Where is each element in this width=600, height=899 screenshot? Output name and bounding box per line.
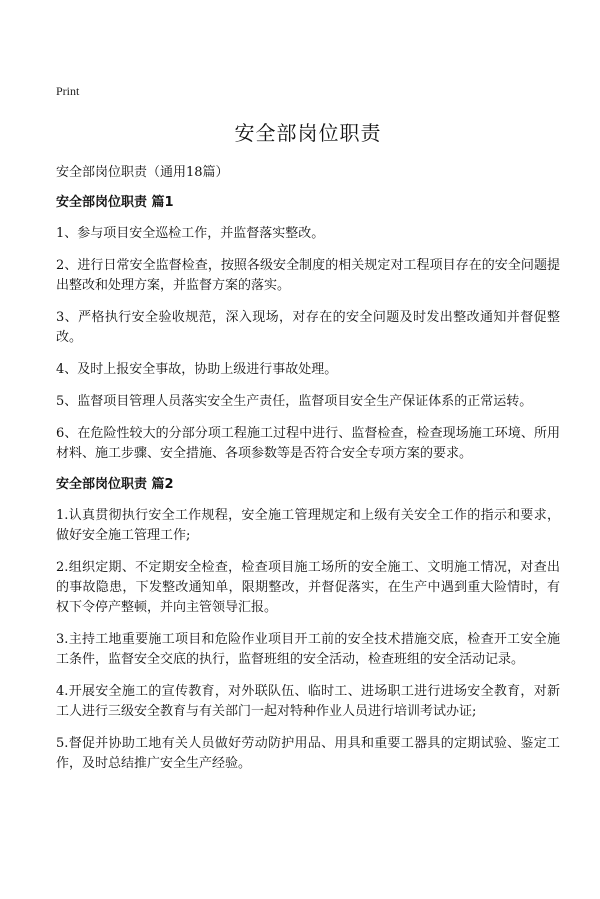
paragraph: 2.组织定期、不定期安全检查，检查项目施工场所的安全施工、文明施工情况，对查出的事故隐患，下发整改通知单，限期整改，并督促落实，在生产中遇到重大险情时，有权下令停产整顿，并向主管领导汇报。 xyxy=(56,560,560,615)
document-subtitle: 安全部岗位职责（通用18篇） xyxy=(56,165,229,180)
section-heading: 安全部岗位职责 篇1 xyxy=(56,195,174,210)
paragraph: 4、及时上报安全事故，协助上级进行事故处理。 xyxy=(56,362,338,377)
paragraph: 1、参与项目安全巡检工作，并监督落实整改。 xyxy=(56,226,325,241)
section-2 xyxy=(56,476,560,774)
paragraph: 6、在危险性较大的分部分项工程施工过程中进行、监督检查，检查现场施工环境、所用材料、施工步骤、安全措施、各项参数等是否符合安全专项方案的要求。 xyxy=(56,426,560,461)
document-title: 安全部岗位职责 xyxy=(234,121,382,145)
section-1 xyxy=(56,194,560,464)
paragraph: 5、监督项目管理人员落实安全生产责任，监督项目安全生产保证体系的正常运转。 xyxy=(56,394,533,409)
paragraph: 4.开展安全施工的宣传教育，对外联队伍、临时工、进场职工进行进场安全教育，对新工人进行三级安全教育与有关部门一起对特种作业人员进行培训考试办证; xyxy=(56,684,560,719)
paragraph: 5.督促并协助工地有关人员做好劳动防护用品、用具和重要工器具的定期试验、鉴定工作，及时总结推广安全生产经验。 xyxy=(56,736,560,771)
section-heading: 安全部岗位职责 篇2 xyxy=(56,477,174,492)
print-label: Print xyxy=(56,84,80,98)
paragraph: 3.主持工地重要施工项目和危险作业项目开工前的安全技术措施交底，检查开工安全施工条件，监督安全交底的执行，监督班组的安全活动，检查班组的安全活动记录。 xyxy=(56,632,560,667)
paragraph: 2、进行日常安全监督检查，按照各级安全制度的相关规定对工程项目存在的安全问题提出整改和处理方案，并监督方案的落实。 xyxy=(56,258,560,293)
paragraph: 1.认真贯彻执行安全工作规程，安全施工管理规定和上级有关安全工作的指示和要求，做好安全施工管理工作; xyxy=(56,508,560,543)
paragraph: 3、严格执行安全验收规范，深入现场，对存在的安全问题及时发出整改通知并督促整改。 xyxy=(56,310,560,345)
